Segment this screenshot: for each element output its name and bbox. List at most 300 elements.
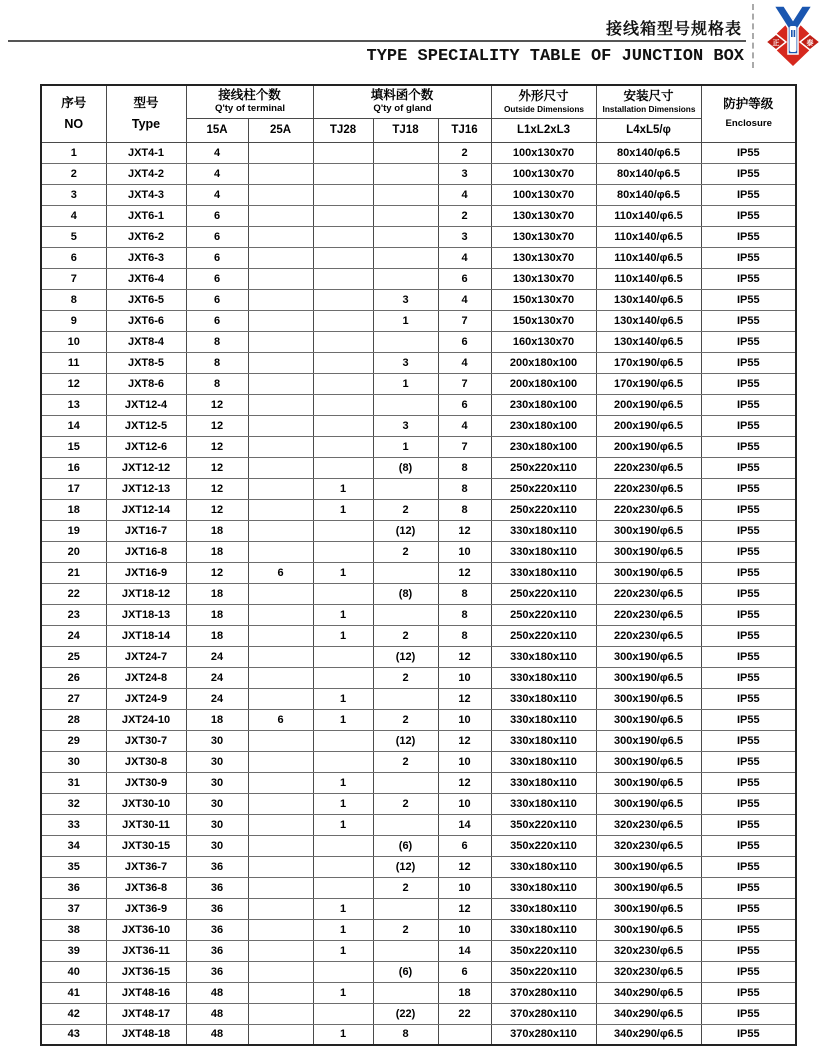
cell-enclosure: IP55 (701, 163, 796, 184)
cell-tj18 (373, 163, 438, 184)
cell-no: 3 (41, 184, 106, 205)
cell-type: JXT30-7 (106, 730, 186, 751)
cell-25a (248, 1024, 313, 1045)
cell-enclosure: IP55 (701, 520, 796, 541)
cell-tj28 (313, 436, 373, 457)
cell-outside-dim: 130x130x70 (491, 268, 596, 289)
cell-type: JXT18-14 (106, 625, 186, 646)
cell-tj16: 14 (438, 814, 491, 835)
cell-tj16: 10 (438, 709, 491, 730)
cell-tj18 (373, 688, 438, 709)
cell-tj16: 12 (438, 730, 491, 751)
cell-no: 30 (41, 751, 106, 772)
cell-type: JXT30-10 (106, 793, 186, 814)
cell-tj18 (373, 247, 438, 268)
table-row (41, 331, 796, 352)
table-row (41, 436, 796, 457)
cell-enclosure: IP55 (701, 667, 796, 688)
cell-15a: 4 (186, 163, 248, 184)
cell-tj16: 4 (438, 289, 491, 310)
cell-15a: 6 (186, 268, 248, 289)
cell-no: 25 (41, 646, 106, 667)
cell-25a (248, 499, 313, 520)
cell-tj18: (12) (373, 646, 438, 667)
cell-type: JXT36-11 (106, 940, 186, 961)
cell-outside-dim: 230x180x100 (491, 394, 596, 415)
table-row (41, 919, 796, 940)
cell-25a (248, 373, 313, 394)
cell-15a: 6 (186, 226, 248, 247)
cell-tj28: 1 (313, 688, 373, 709)
cell-outside-dim: 150x130x70 (491, 310, 596, 331)
cell-outside-dim: 350x220x110 (491, 940, 596, 961)
cell-tj18: (6) (373, 961, 438, 982)
table-row (41, 1003, 796, 1024)
cell-tj28 (313, 184, 373, 205)
cell-tj18 (373, 478, 438, 499)
cell-15a: 48 (186, 1003, 248, 1024)
cell-enclosure: IP55 (701, 478, 796, 499)
cell-tj28 (313, 289, 373, 310)
cell-tj16: 12 (438, 520, 491, 541)
cell-outside-dim: 230x180x100 (491, 436, 596, 457)
cell-type: JXT6-2 (106, 226, 186, 247)
cell-install-dim: 300x190/φ6.5 (596, 520, 701, 541)
cell-no: 41 (41, 982, 106, 1003)
cell-15a: 30 (186, 772, 248, 793)
cell-25a (248, 856, 313, 877)
cell-tj28: 1 (313, 982, 373, 1003)
cell-tj18: 3 (373, 289, 438, 310)
cell-tj18: 3 (373, 352, 438, 373)
cell-outside-dim: 330x180x110 (491, 541, 596, 562)
cell-no: 42 (41, 1003, 106, 1024)
cell-enclosure: IP55 (701, 793, 796, 814)
cell-type: JXT8-4 (106, 331, 186, 352)
cell-25a (248, 289, 313, 310)
cell-outside-dim: 370x280x110 (491, 1024, 596, 1045)
cell-25a (248, 268, 313, 289)
cell-25a (248, 625, 313, 646)
cell-no: 31 (41, 772, 106, 793)
cell-tj18: 2 (373, 499, 438, 520)
cell-tj18 (373, 331, 438, 352)
cell-enclosure: IP55 (701, 940, 796, 961)
cell-tj28 (313, 667, 373, 688)
cell-outside-dim: 330x180x110 (491, 793, 596, 814)
table-row (41, 268, 796, 289)
cell-25a (248, 814, 313, 835)
cell-25a: 6 (248, 709, 313, 730)
cell-enclosure: IP55 (701, 625, 796, 646)
cell-tj16: 7 (438, 436, 491, 457)
cell-no: 15 (41, 436, 106, 457)
cell-15a: 48 (186, 1024, 248, 1045)
header-col-tj18: TJ18 (373, 118, 438, 142)
cell-install-dim: 110x140/φ6.5 (596, 247, 701, 268)
cell-tj16: 4 (438, 184, 491, 205)
cell-install-dim: 300x190/φ6.5 (596, 793, 701, 814)
cell-no: 22 (41, 583, 106, 604)
cell-install-dim: 300x190/φ6.5 (596, 667, 701, 688)
cell-no: 20 (41, 541, 106, 562)
cell-install-dim: 220x230/φ6.5 (596, 478, 701, 499)
cell-outside-dim: 370x280x110 (491, 982, 596, 1003)
cell-tj18: (12) (373, 730, 438, 751)
cell-type: JXT12-12 (106, 457, 186, 478)
cell-15a: 18 (186, 520, 248, 541)
cell-type: JXT24-7 (106, 646, 186, 667)
cell-install-dim: 300x190/φ6.5 (596, 646, 701, 667)
cell-enclosure: IP55 (701, 1024, 796, 1045)
cell-tj28: 1 (313, 814, 373, 835)
cell-tj18: 2 (373, 793, 438, 814)
cell-enclosure: IP55 (701, 289, 796, 310)
cell-install-dim: 110x140/φ6.5 (596, 226, 701, 247)
cell-25a (248, 604, 313, 625)
cell-install-dim: 200x190/φ6.5 (596, 436, 701, 457)
cell-tj28 (313, 394, 373, 415)
table-row (41, 394, 796, 415)
cell-no: 2 (41, 163, 106, 184)
table-row (41, 793, 796, 814)
cell-type: JXT4-3 (106, 184, 186, 205)
cell-tj28 (313, 352, 373, 373)
cell-tj28 (313, 835, 373, 856)
cell-enclosure: IP55 (701, 814, 796, 835)
cell-no: 24 (41, 625, 106, 646)
cell-25a (248, 730, 313, 751)
cell-enclosure: IP55 (701, 709, 796, 730)
cell-tj28: 1 (313, 709, 373, 730)
cell-enclosure: IP55 (701, 394, 796, 415)
cell-install-dim: 170x190/φ6.5 (596, 373, 701, 394)
cell-outside-dim: 130x130x70 (491, 247, 596, 268)
cell-15a: 48 (186, 982, 248, 1003)
cell-tj16: 10 (438, 919, 491, 940)
cell-type: JXT4-1 (106, 142, 186, 163)
cell-tj28 (313, 1003, 373, 1024)
cell-15a: 18 (186, 625, 248, 646)
cell-tj16: 6 (438, 961, 491, 982)
cell-enclosure: IP55 (701, 835, 796, 856)
cell-no: 39 (41, 940, 106, 961)
cell-install-dim: 130x140/φ6.5 (596, 331, 701, 352)
cell-tj18 (373, 940, 438, 961)
cell-15a: 4 (186, 184, 248, 205)
cell-type: JXT4-2 (106, 163, 186, 184)
cell-tj18 (373, 205, 438, 226)
cell-tj16: 3 (438, 226, 491, 247)
cell-tj18 (373, 814, 438, 835)
cell-25a (248, 961, 313, 982)
cell-type: JXT6-6 (106, 310, 186, 331)
table-row (41, 961, 796, 982)
cell-enclosure: IP55 (701, 226, 796, 247)
cell-tj28: 1 (313, 793, 373, 814)
cell-no: 27 (41, 688, 106, 709)
cell-enclosure: IP55 (701, 205, 796, 226)
cell-install-dim: 320x230/φ6.5 (596, 961, 701, 982)
cell-outside-dim: 100x130x70 (491, 184, 596, 205)
logo-separator-dashed-line (752, 4, 754, 68)
cell-type: JXT48-18 (106, 1024, 186, 1045)
svg-text:泰: 泰 (806, 40, 814, 47)
cell-outside-dim: 330x180x110 (491, 730, 596, 751)
cell-25a (248, 205, 313, 226)
cell-no: 14 (41, 415, 106, 436)
cell-install-dim: 300x190/φ6.5 (596, 688, 701, 709)
cell-tj16: 8 (438, 625, 491, 646)
cell-install-dim: 340x290/φ6.5 (596, 1003, 701, 1024)
table-row (41, 247, 796, 268)
cell-tj18 (373, 268, 438, 289)
cell-type: JXT24-10 (106, 709, 186, 730)
cell-tj18 (373, 184, 438, 205)
cell-15a: 12 (186, 457, 248, 478)
cell-tj28 (313, 205, 373, 226)
cell-install-dim: 80x140/φ6.5 (596, 142, 701, 163)
table-row (41, 142, 796, 163)
cell-15a: 8 (186, 373, 248, 394)
cell-tj16: 10 (438, 751, 491, 772)
cell-15a: 18 (186, 583, 248, 604)
cell-25a (248, 835, 313, 856)
cell-no: 23 (41, 604, 106, 625)
cell-15a: 24 (186, 688, 248, 709)
header-enclosure: 防护等级 Enclosure (701, 85, 796, 142)
cell-install-dim: 220x230/φ6.5 (596, 499, 701, 520)
cell-install-dim: 300x190/φ6.5 (596, 772, 701, 793)
cell-type: JXT30-8 (106, 751, 186, 772)
header-gland-group: 填料函个数 Q'ty of gland (313, 85, 491, 118)
cell-enclosure: IP55 (701, 415, 796, 436)
cell-tj16: 8 (438, 583, 491, 604)
table-row (41, 730, 796, 751)
cell-tj18: (8) (373, 583, 438, 604)
cell-tj16: 12 (438, 688, 491, 709)
cell-tj16: 6 (438, 331, 491, 352)
cell-tj16: 2 (438, 205, 491, 226)
cell-install-dim: 320x230/φ6.5 (596, 835, 701, 856)
cell-tj18: (12) (373, 856, 438, 877)
cell-15a: 36 (186, 898, 248, 919)
cell-tj28 (313, 247, 373, 268)
cell-enclosure: IP55 (701, 730, 796, 751)
cell-enclosure: IP55 (701, 562, 796, 583)
cell-no: 1 (41, 142, 106, 163)
cell-tj28: 1 (313, 562, 373, 583)
cell-15a: 12 (186, 415, 248, 436)
cell-15a: 4 (186, 142, 248, 163)
cell-type: JXT36-8 (106, 877, 186, 898)
cell-tj16: 12 (438, 646, 491, 667)
cell-type: JXT36-7 (106, 856, 186, 877)
cell-tj18: 3 (373, 415, 438, 436)
cell-25a (248, 184, 313, 205)
cell-tj18: 2 (373, 877, 438, 898)
cell-no: 11 (41, 352, 106, 373)
cell-tj28 (313, 310, 373, 331)
cell-tj28 (313, 961, 373, 982)
cell-outside-dim: 330x180x110 (491, 856, 596, 877)
table-header (41, 85, 796, 142)
cell-outside-dim: 330x180x110 (491, 688, 596, 709)
cell-no: 37 (41, 898, 106, 919)
cell-enclosure: IP55 (701, 499, 796, 520)
cell-install-dim: 300x190/φ6.5 (596, 562, 701, 583)
cell-tj28 (313, 373, 373, 394)
cell-tj28 (313, 226, 373, 247)
cell-outside-dim: 250x220x110 (491, 604, 596, 625)
cell-outside-dim: 330x180x110 (491, 562, 596, 583)
cell-15a: 12 (186, 478, 248, 499)
table-row (41, 163, 796, 184)
table-row (41, 856, 796, 877)
cell-outside-dim: 330x180x110 (491, 772, 596, 793)
cell-outside-dim: 250x220x110 (491, 457, 596, 478)
cell-tj28: 1 (313, 499, 373, 520)
cell-type: JXT6-3 (106, 247, 186, 268)
cell-15a: 18 (186, 541, 248, 562)
table-row (41, 352, 796, 373)
cell-25a (248, 583, 313, 604)
table-row (41, 709, 796, 730)
table-row (41, 583, 796, 604)
cell-install-dim: 130x140/φ6.5 (596, 289, 701, 310)
cell-25a (248, 898, 313, 919)
table-row (41, 940, 796, 961)
cell-outside-dim: 330x180x110 (491, 667, 596, 688)
cell-15a: 6 (186, 205, 248, 226)
cell-no: 8 (41, 289, 106, 310)
cell-type: JXT18-12 (106, 583, 186, 604)
cell-tj28 (313, 646, 373, 667)
cell-25a (248, 478, 313, 499)
cell-enclosure: IP55 (701, 898, 796, 919)
cell-25a (248, 163, 313, 184)
cell-tj16: 10 (438, 541, 491, 562)
cell-enclosure: IP55 (701, 982, 796, 1003)
header-col-tj16: TJ16 (438, 118, 491, 142)
cell-outside-dim: 200x180x100 (491, 352, 596, 373)
cell-outside-dim: 150x130x70 (491, 289, 596, 310)
table-row (41, 415, 796, 436)
cell-type: JXT18-13 (106, 604, 186, 625)
cell-25a (248, 772, 313, 793)
cell-tj28: 1 (313, 898, 373, 919)
cell-15a: 30 (186, 814, 248, 835)
cell-type: JXT48-17 (106, 1003, 186, 1024)
table-row (41, 1024, 796, 1045)
cell-tj16: 8 (438, 478, 491, 499)
cell-no: 5 (41, 226, 106, 247)
cell-tj18: (6) (373, 835, 438, 856)
cell-install-dim: 220x230/φ6.5 (596, 583, 701, 604)
cell-tj18: 2 (373, 751, 438, 772)
cell-tj18: (22) (373, 1003, 438, 1024)
cell-enclosure: IP55 (701, 772, 796, 793)
cell-15a: 12 (186, 436, 248, 457)
cell-enclosure: IP55 (701, 457, 796, 478)
cell-enclosure: IP55 (701, 877, 796, 898)
table-row (41, 457, 796, 478)
cell-tj28 (313, 520, 373, 541)
table-row (41, 289, 796, 310)
cell-enclosure: IP55 (701, 688, 796, 709)
table-row (41, 667, 796, 688)
cell-tj18: 1 (373, 310, 438, 331)
cell-no: 7 (41, 268, 106, 289)
cell-15a: 36 (186, 940, 248, 961)
cell-no: 12 (41, 373, 106, 394)
cell-install-dim: 220x230/φ6.5 (596, 625, 701, 646)
header-col-l4l5: L4xL5/φ (596, 118, 701, 142)
cell-25a (248, 331, 313, 352)
cell-type: JXT30-9 (106, 772, 186, 793)
cell-tj28 (313, 583, 373, 604)
cell-15a: 36 (186, 877, 248, 898)
cell-type: JXT12-6 (106, 436, 186, 457)
cell-enclosure: IP55 (701, 184, 796, 205)
cell-tj16: 6 (438, 394, 491, 415)
table-row (41, 541, 796, 562)
cell-tj16: 4 (438, 352, 491, 373)
cell-tj18: 1 (373, 436, 438, 457)
cell-15a: 24 (186, 646, 248, 667)
cell-type: JXT6-4 (106, 268, 186, 289)
cell-enclosure: IP55 (701, 751, 796, 772)
cell-enclosure: IP55 (701, 1003, 796, 1024)
cell-install-dim: 170x190/φ6.5 (596, 352, 701, 373)
cell-tj18: 2 (373, 709, 438, 730)
cell-install-dim: 300x190/φ6.5 (596, 730, 701, 751)
cell-type: JXT16-9 (106, 562, 186, 583)
cell-install-dim: 220x230/φ6.5 (596, 457, 701, 478)
table-row (41, 898, 796, 919)
cell-25a (248, 142, 313, 163)
cell-tj28 (313, 457, 373, 478)
cell-install-dim: 200x190/φ6.5 (596, 415, 701, 436)
cell-enclosure: IP55 (701, 247, 796, 268)
cell-tj16 (438, 1024, 491, 1045)
header-col-15a: 15A (186, 118, 248, 142)
table-row (41, 184, 796, 205)
cell-tj16: 4 (438, 247, 491, 268)
cell-enclosure: IP55 (701, 373, 796, 394)
cell-no: 40 (41, 961, 106, 982)
cell-outside-dim: 330x180x110 (491, 646, 596, 667)
cell-tj28 (313, 415, 373, 436)
cell-tj28: 1 (313, 478, 373, 499)
table-row (41, 877, 796, 898)
table-row (41, 982, 796, 1003)
cell-outside-dim: 370x280x110 (491, 1003, 596, 1024)
cell-15a: 12 (186, 562, 248, 583)
cell-outside-dim: 230x180x100 (491, 415, 596, 436)
cell-tj18: 2 (373, 919, 438, 940)
cell-tj28 (313, 751, 373, 772)
cell-tj16: 18 (438, 982, 491, 1003)
cell-25a (248, 940, 313, 961)
table-body (41, 142, 796, 1045)
cell-tj18: 2 (373, 541, 438, 562)
cell-tj16: 8 (438, 499, 491, 520)
cell-outside-dim: 160x130x70 (491, 331, 596, 352)
cell-install-dim: 340x290/φ6.5 (596, 982, 701, 1003)
cell-tj28 (313, 331, 373, 352)
cell-25a (248, 541, 313, 562)
